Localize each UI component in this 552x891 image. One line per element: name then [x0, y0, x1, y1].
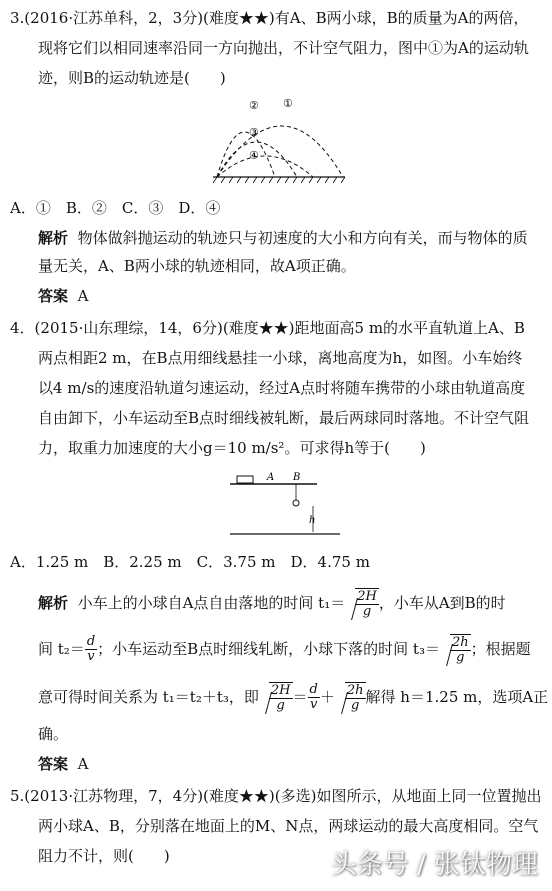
q3-analysis-line2: 量无关，A、B两小球的轨迹相同，故A项正确。 — [38, 257, 356, 275]
label-A: A — [267, 472, 275, 483]
plus-sign: ＋ — [319, 688, 335, 706]
q3-answer — [38, 286, 542, 306]
q3-options: A．① B．② C．③ D．④ — [10, 199, 221, 217]
q3-analysis-text1: 物体做斜抛运动的轨迹只与初速度的大小和方向有关，而与物体的质 — [77, 229, 528, 247]
q4-analysis-p3: 间 t₂＝ — [38, 640, 85, 658]
trajectory-4 — [217, 156, 313, 177]
label-2: ② — [249, 99, 259, 112]
q4-analysis-p2: ，小车从A到B的时 — [378, 594, 506, 612]
watermark: 头条号 / 张钛物理 — [330, 850, 538, 880]
frac-d-over-v-2: $\frac{d}{v}$ — [309, 681, 318, 712]
label-B: B — [293, 472, 301, 483]
q4-analysis-p5: ；根据题 — [470, 640, 531, 658]
q4-analysis-row2 — [38, 632, 542, 666]
label-4: ④ — [249, 149, 259, 162]
q4-options: A．1.25 m B．2.25 m C．3.75 m D．4.75 m — [10, 553, 370, 571]
frac-d-over-v: $\frac{d}{v}$ — [86, 633, 96, 664]
sqrt-2H-over-g: $\frac{2H}{g}$ — [345, 588, 379, 619]
q4-line4: 自由卸下，小车运动至B点时细线被轧断，最后两球同时落地。不计空气阻 — [38, 409, 530, 427]
q4-line2: 两点相距2 m，在B点用细线悬挂一小球，离地高度为h，如图。小车始终 — [38, 349, 523, 367]
sqrt-2H-over-g-2: $\frac{2H}{g}$ — [259, 682, 293, 713]
q3-line3: 迹，则B的运动轨迹是( ) — [38, 69, 226, 87]
q4-analysis-row1 — [38, 586, 542, 620]
sqrt-2h-over-g-2: $\frac{2h}{g}$ — [335, 682, 366, 713]
q4-answer-value: A — [77, 755, 89, 773]
q3-trajectory-figure — [205, 95, 355, 187]
q4-analysis-p6: 意可得时间关系为 t₁＝t₂＋t₃，即 — [38, 688, 259, 706]
q3-analysis-label: 解析 — [38, 229, 69, 247]
q4-rail-figure — [225, 468, 345, 548]
q5-line2: 两小球A、B，分别落在地面上的M、N点，两球运动的最大高度相同。空气 — [38, 817, 539, 835]
q4-analysis-p4: ；小车运动至B点时细线轧断，小球下落的时间 t₃＝ — [97, 640, 440, 658]
q4-analysis-label: 解析 — [38, 594, 69, 612]
q3-answer-value: A — [77, 287, 89, 305]
q4-answer-label: 答案 — [38, 755, 69, 773]
label-1: ① — [283, 97, 293, 110]
q3-analysis-line1 — [38, 228, 542, 248]
label-3: ③ — [249, 126, 259, 139]
sqrt-2h-over-g: $\frac{2h}{g}$ — [440, 634, 471, 665]
q4-analysis-p7: 解得 h＝1.25 m，选项A正 — [365, 688, 549, 706]
q5-line1: 5.(2013·江苏物理，7，4分)(难度★★)(多选)如图所示，从地面上同一位置抛出 — [10, 787, 542, 805]
q4-line5: 力，取重力加速度的大小g＝10 m/s²。可求得h等于( ) — [38, 439, 426, 457]
q4-analysis-p1: 小车上的小球自A点自由落地的时间 t₁＝ — [77, 594, 346, 612]
q4-analysis-row3 — [38, 678, 549, 716]
eq-sign: ＝ — [292, 688, 308, 706]
q4-analysis-p8: 确。 — [38, 725, 69, 743]
q4-answer — [38, 754, 542, 774]
q4-line1: 4．(2015·山东理综，14，6分)(难度★★)距地面高5 m的水平直轨道上A、B — [10, 319, 525, 337]
q3-line1: 3.(2016·江苏单科，2，3分)(难度★★)有A、B两小球，B的质量为A的两倍， — [10, 9, 529, 27]
q4-line3: 以4 m/s的速度沿轨道匀速运动，经过A点时将随车携带的小球由轨道高度 — [38, 379, 526, 397]
q5-line3: 阻力不计，则( ) — [38, 847, 170, 865]
q3-answer-label: 答案 — [38, 287, 69, 305]
label-h: h — [309, 515, 316, 526]
q3-line2: 现将它们以相同速率沿同一方向抛出，不计空气阻力，图中①为A的运动轨 — [38, 39, 529, 57]
